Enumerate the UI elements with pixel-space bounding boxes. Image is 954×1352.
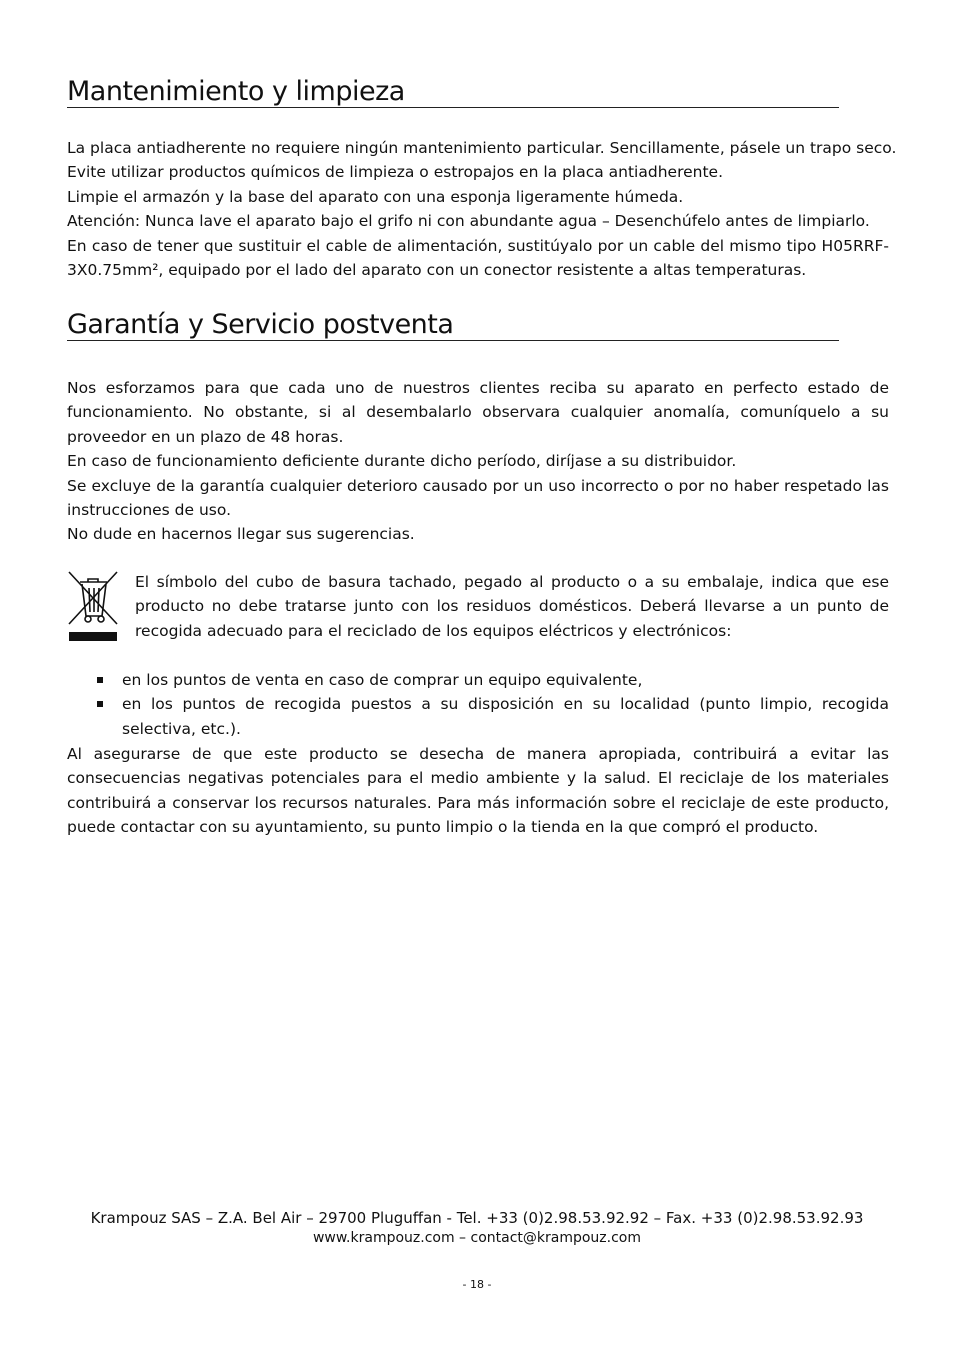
section-title-warranty: Garantía y Servicio postventa [67, 310, 839, 341]
crossed-out-wheelie-bin-icon [67, 570, 119, 644]
bullet-square-icon [97, 677, 103, 683]
warranty-paragraph: No dude en hacernos llegar sus sugerencias. [67, 525, 415, 544]
maintenance-text [67, 136, 897, 282]
warranty-paragraph: En caso de funcionamiento deficiente durante dicho período, diríjase a su distribuidor. [67, 452, 737, 471]
warranty-paragraph: Se excluye de la garantía cualquier deterioro causado por un uso incorrecto o por no haber respetado las instrucciones de uso. [67, 476, 889, 520]
recycling-closing-text: Al asegurarse de que este producto se desecha de manera apropiada, contribuirá a evitar las consecuencias negativas potenciales para el medio ambiente y la salud. El reciclaje de los materiales contribuirá a conservar los recursos naturales. Para más información sobre el reciclaje de este producto, puede contactar con su ayuntamiento, su punto limpio o la tienda en la que compró el producto. [67, 745, 889, 837]
maintenance-line: En caso de tener que sustituir el cable de alimentación, sustitúyalo por un cable del mismo tipo H05RRF-3X0.75mm², equipado por el lado del aparato con un conector resistente a altas temperaturas. [67, 236, 889, 280]
maintenance-line: Evite utilizar productos químicos de limpieza o estropajos en la placa antiadherente. [67, 163, 723, 182]
footer-address: Krampouz SAS – Z.A. Bel Air – 29700 Pluguffan - Tel. +33 (0)2.98.53.92.92 – Fax. +33 (0)2.98.53.92.93 [90, 1209, 864, 1227]
warranty-text [67, 376, 889, 547]
list-item [67, 668, 889, 692]
maintenance-line: La placa antiadherente no requiere ningún mantenimiento particular. Sencillamente, pásele un trapo seco. [67, 139, 897, 157]
footer [0, 1209, 954, 1246]
maintenance-line: Limpie el armazón y la base del aparato con una esponja ligeramente húmeda. [67, 187, 684, 206]
weee-notice: El símbolo del cubo de basura tachado, pegado al producto o a su embalaje, indica que ese producto no debe tratarse junto con los residuos domésticos. Deberá llevarse a un punto de recogida adecuado para el reciclado de los equipos eléctricos y electrónicos: [135, 573, 889, 640]
list-item-text: en los puntos de recogida puestos a su disposición en su localidad (punto limpio, recogida selectiva, etc.). [122, 695, 889, 738]
collection-points-list [67, 668, 889, 741]
footer-contact: www.krampouz.com – contact@krampouz.com [312, 1230, 641, 1246]
warranty-paragraph: Nos esforzamos para que cada uno de nuestros clientes reciba su aparato en perfecto estado de funcionamiento. No obstante, si al desembalarlo observara cualquier anomalía, comuníquelo a su proveedor en un plazo de 48 horas. [67, 379, 889, 446]
maintenance-line: Atención: Nunca lave el aparato bajo el grifo ni con abundante agua – Desenchúfelo antes de limpiarlo. [67, 212, 870, 231]
page-number: - 18 - [462, 1278, 492, 1291]
bullet-square-icon [97, 701, 103, 707]
list-item [67, 692, 889, 741]
list-item-text: en los puntos de venta en caso de comprar un equipo equivalente, [122, 671, 643, 689]
section-title-maintenance: Mantenimiento y limpieza [67, 77, 839, 108]
